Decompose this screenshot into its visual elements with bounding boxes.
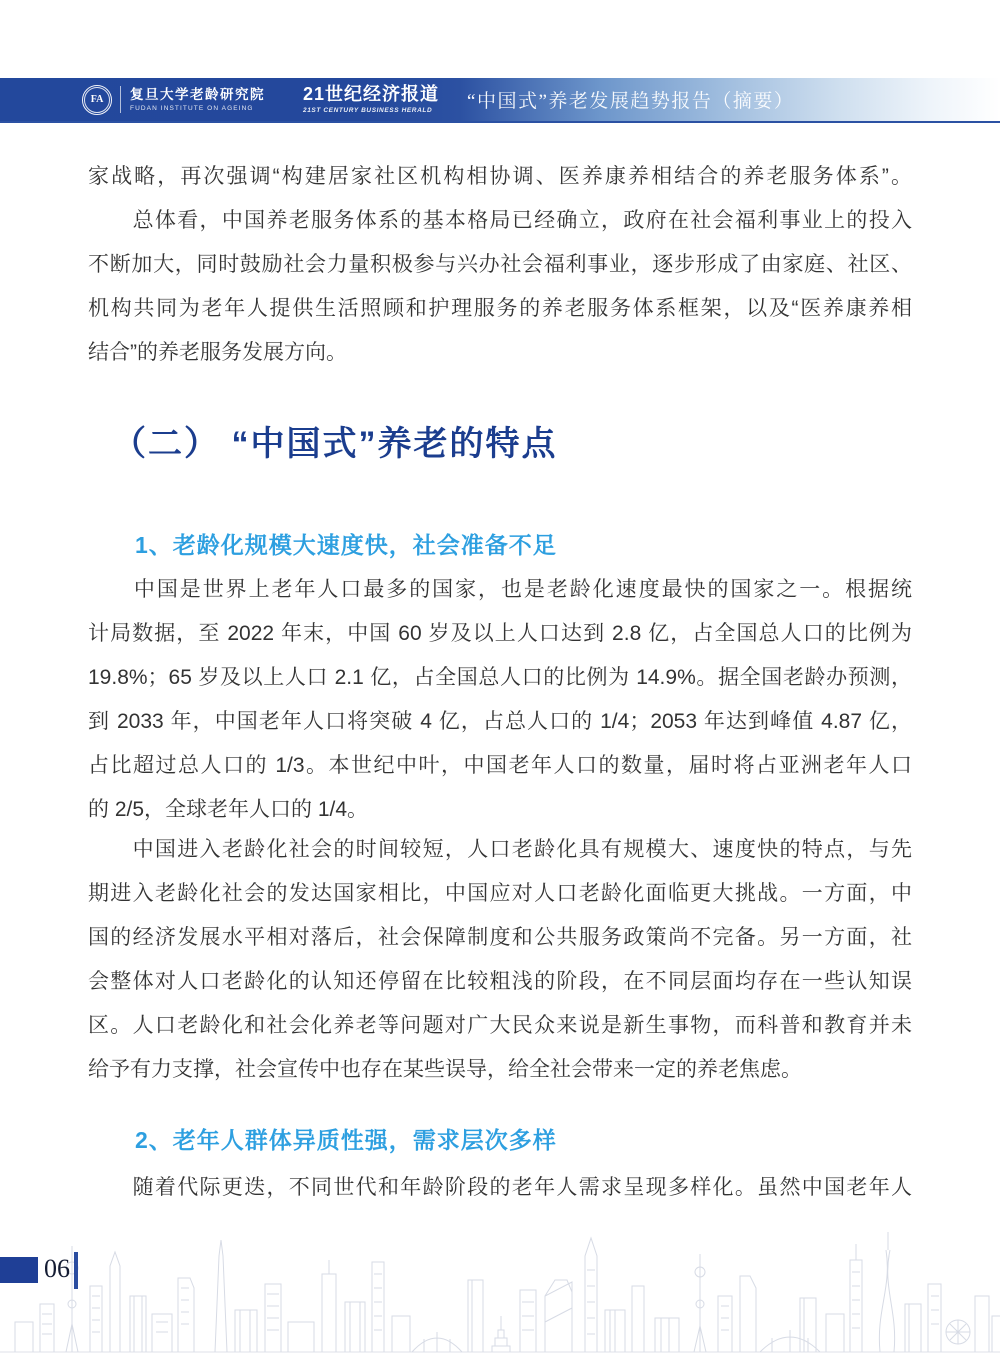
header-divider bbox=[120, 86, 121, 113]
fudan-seal-logo-icon bbox=[82, 85, 112, 115]
text-line: 不断加大，同时鼓励社会力量积极参与兴办社会福利事业，逐步形成了由家庭、社区、 bbox=[88, 253, 912, 276]
header-band bbox=[0, 78, 1000, 123]
text-line: 结合”的养老服务发展方向。 bbox=[88, 341, 347, 364]
text-line: 期进入老龄化社会的发达国家相比，中国应对人口老龄化面临更大挑战。一方面，中 bbox=[88, 882, 912, 905]
text-line: 家战略，再次强调“构建居家社区机构相协调、医养康养相结合的养老服务体系”。 bbox=[88, 165, 912, 188]
text-line: 国的经济发展水平相对落后，社会保障制度和公共服务政策尚不完备。另一方面，社 bbox=[88, 926, 912, 949]
publisher-name-block bbox=[303, 85, 439, 114]
text-line: 中国进入老龄化社会的时间较短，人口老龄化具有规模大、速度快的特点，与先 bbox=[88, 838, 912, 861]
subsection-2-heading: 2、老年人群体异质性强，需求层次多样 bbox=[135, 1127, 557, 1153]
institute-name-block bbox=[130, 87, 265, 112]
publisher-name-en: 21ST CENTURY BUSINESS HERALD bbox=[303, 106, 433, 114]
text-line: 会整体对人口老龄化的认知还停留在比较粗浅的阶段，在不同层面均存在一些认知误 bbox=[88, 970, 912, 993]
text-line: 的 2/5，全球老年人口的 1/4。 bbox=[88, 798, 369, 821]
paragraph-ageing-challenge bbox=[88, 828, 912, 1092]
text-line: 到 2033 年，中国老年人口将突破 4 亿，占总人口的 1/4；2053 年达到峰值 4.87 亿， bbox=[88, 710, 912, 733]
text-line: 19.8%；65 岁及以上人口 2.1 亿，占全国总人口的比例为 14.9%。据全国老龄办预测， bbox=[88, 666, 912, 689]
institute-name-en: FUDAN INSTITUTE ON AGEING bbox=[130, 104, 254, 112]
text-line: 机构共同为老年人提供生活照顾和护理服务的养老服务体系框架，以及“医养康养相 bbox=[88, 297, 912, 320]
paragraph-elderly-diversity bbox=[88, 1166, 912, 1210]
text-line: 给予有力支撑，社会宣传中也存在某些误导，给全社会带来一定的养老焦虑。 bbox=[88, 1058, 802, 1081]
report-title: “中国式”养老发展趋势报告（摘要） bbox=[467, 91, 795, 112]
text-line: 占比超过总人口的 1/3。本世纪中叶，中国老年人口的数量，届时将占亚洲老年人口 bbox=[88, 754, 912, 777]
text-line: 总体看，中国养老服务体系的基本格局已经确立，政府在社会福利事业上的投入 bbox=[88, 209, 912, 232]
page-number-bar bbox=[74, 1252, 78, 1289]
text-line: 随着代际更迭，不同世代和年龄阶段的老年人需求呈现多样化。虽然中国老年人 bbox=[88, 1176, 912, 1199]
fudan-seal-monogram: FA bbox=[84, 87, 110, 113]
text-line: 中国是世界上老年人口最多的国家，也是老龄化速度最快的国家之一。根据统 bbox=[88, 578, 912, 601]
institute-name-cn: 复旦大学老龄研究院 bbox=[130, 87, 265, 102]
text-line: 计局数据，至 2022 年末，中国 60 岁及以上人口达到 2.8 亿，占全国总人口的比例为 bbox=[88, 622, 912, 645]
subsection-1-heading: 1、老龄化规模大速度快，社会准备不足 bbox=[135, 532, 557, 558]
text-line: 区。人口老龄化和社会化养老等问题对广大民众来说是新生事物，而科普和教育并未 bbox=[88, 1014, 912, 1037]
page-number-box bbox=[0, 1257, 38, 1283]
paragraph-ageing-scale bbox=[88, 568, 912, 832]
publisher-name-cn: 21世纪经济报道 bbox=[303, 84, 440, 105]
city-skyline-illustration bbox=[0, 1226, 1000, 1356]
paragraph-service-system bbox=[88, 155, 912, 375]
section-heading: （二） “中国式”养老的特点 bbox=[112, 425, 558, 463]
page-number: 06 bbox=[44, 1254, 70, 1283]
